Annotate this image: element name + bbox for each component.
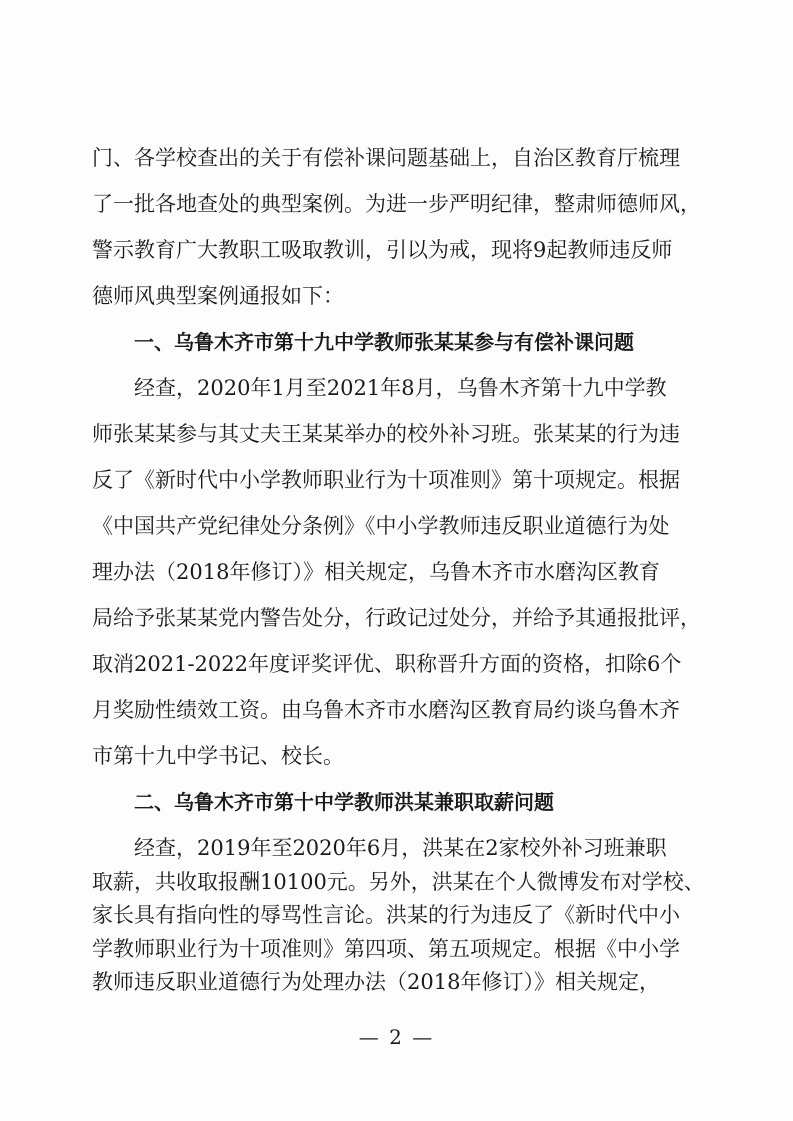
paragraph-line: 《中国共产党纪律处分条例》《中小学教师违反职业道德行为处 <box>92 514 670 538</box>
paragraph-line: 月奖励性绩效工资。由乌鲁木齐市水磨沟区教育局约谈乌鲁木齐 <box>92 698 680 722</box>
section-heading: 二、乌鲁木齐市第十中学教师洪某兼职取薪问题 <box>134 790 554 814</box>
paragraph-line: 师张某某参与其丈夫王某某举办的校外补习班。张某某的行为违 <box>92 422 680 446</box>
paragraph-line: 了一批各地查处的典型案例。为进一步严明纪律，整肃师德师风， <box>92 192 701 216</box>
paragraph-line: 反了《新时代中小学教师职业行为十项准则》第十项规定。根据 <box>92 468 680 492</box>
paragraph-line: 教师违反职业道德行为处理办法（2018年修订）》相关规定， <box>92 970 660 994</box>
paragraph-line: 学教师职业行为十项准则》第四项、第五项规定。根据《中小学 <box>92 936 680 961</box>
paragraph-line: 市第十九中学书记、校长。 <box>92 744 344 768</box>
paragraph-line: 警示教育广大教职工吸取教训，引以为戒，现将9起教师违反师 <box>92 238 673 262</box>
paragraph-line: 理办法（2018年修订）》相关规定，乌鲁木齐市水磨沟区教育 <box>92 560 660 584</box>
paragraph-line: 取消2021-2022年度评奖评优、职称晋升方面的资格，扣除6个 <box>92 652 682 676</box>
paragraph-line: 门、各学校查出的关于有偿补课问题基础上，自治区教育厅梳理 <box>92 146 680 170</box>
paragraph-line: 经查，2020年1月至2021年8月，乌鲁木齐第十九中学教 <box>134 376 667 400</box>
paragraph-line: 家长具有指向性的辱骂性言论。洪某的行为违反了《新时代中小 <box>92 903 680 927</box>
paragraph-line: 经查，2019年至2020年6月，洪某在2家校外补习班兼职 <box>134 836 667 860</box>
paragraph-line: 德师风典型案例通报如下： <box>92 284 344 308</box>
page-number: — 2 — <box>358 1025 435 1049</box>
paragraph-line: 局给予张某某党内警告处分，行政记过处分，并给予其通报批评， <box>92 606 701 630</box>
paragraph-line: 取薪，共收取报酬10100元。另外，洪某在个人微博发布对学校、 <box>92 869 705 894</box>
section-heading: 一、乌鲁木齐市第十九中学教师张某某参与有偿补课问题 <box>134 330 634 354</box>
